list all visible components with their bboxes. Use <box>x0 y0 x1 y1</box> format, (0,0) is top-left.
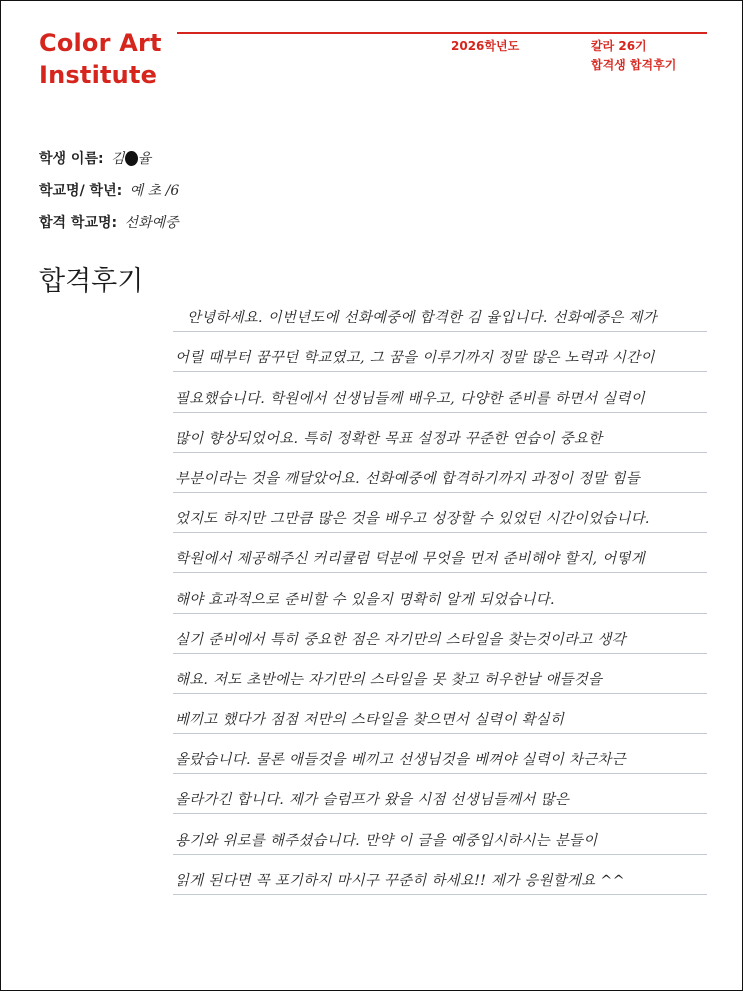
review-line <box>173 814 707 854</box>
review-subtitle: 합격생 합격후기 <box>591 58 677 72</box>
school-label: 학교명/ 학년: <box>39 183 123 199</box>
admitted-school-row <box>39 212 179 244</box>
review-line <box>173 855 707 895</box>
review-line-text: 학원에서 제공해주신 커리큘럼 덕분에 무엇을 먼저 준비해야 할지, 어떻게 <box>175 551 645 568</box>
review-line-text: 었지도 하지만 그만큼 많은 것을 배우고 성장할 수 있었던 시간이었습니다. <box>175 511 650 528</box>
review-line <box>173 533 707 573</box>
review-line <box>173 654 707 694</box>
review-line-text: 어릴 때부터 꿈꾸던 학교였고, 그 꿈을 이루기까지 정말 많은 노력과 시간이 <box>175 350 655 367</box>
admitted-school-label: 합격 학교명: <box>39 215 118 231</box>
review-line-text: 실기 준비에서 특히 중요한 점은 자기만의 스타일을 찾는것이라고 생각 <box>175 631 626 648</box>
student-name-label: 학생 이름: <box>39 151 104 167</box>
school-row <box>39 180 179 212</box>
student-name-row <box>39 148 179 180</box>
review-line-text: 용기와 위로를 해주셨습니다. 만약 이 글을 예중입시하시는 분들이 <box>175 832 598 849</box>
review-line <box>173 292 707 332</box>
header-divider <box>177 32 707 34</box>
section-title: 합격후기 <box>39 266 144 297</box>
logo-line-1: Color Art <box>39 29 162 57</box>
review-line <box>173 413 707 453</box>
student-name-value <box>111 151 151 167</box>
logo-line-2: Institute <box>39 61 158 89</box>
review-line-text: 해요. 저도 초반에는 자기만의 스타일을 못 찾고 허우한날 애들것을 <box>175 671 603 688</box>
handwritten-review <box>173 292 707 895</box>
student-name-start: 김 <box>111 151 125 167</box>
review-line <box>173 332 707 372</box>
review-line-text: 베끼고 했다가 점점 저만의 스타일을 찾으면서 실력이 확실히 <box>175 712 565 729</box>
cohort-label: 칼라 26기 <box>591 39 647 53</box>
admitted-school-value: 선화예중 <box>124 215 179 231</box>
review-line <box>173 734 707 774</box>
review-line-text: 읽게 된다면 꼭 포기하지 마시구 꾸준히 하세요!! 제가 응원할게요 ^^ <box>175 872 625 889</box>
review-line-text: 올라가긴 합니다. 제가 슬럼프가 왔을 시점 선생님들께서 많은 <box>175 792 570 809</box>
review-line <box>173 493 707 533</box>
student-name-end: 율 <box>137 151 152 167</box>
review-line-text: 올랐습니다. 물론 애들것을 베끼고 선생님것을 베껴야 실력이 차근차근 <box>175 752 626 769</box>
review-line-text: 필요했습니다. 학원에서 선생님들께 배우고, 다양한 준비를 하면서 실력이 <box>175 390 645 407</box>
review-line <box>173 573 707 613</box>
school-value: 예 초 /6 <box>129 183 180 199</box>
review-line-text: 부분이라는 것을 깨달았어요. 선화예중에 합격하기까지 과정이 정말 힘들 <box>175 470 641 487</box>
redaction-mark <box>125 151 138 166</box>
review-line <box>173 372 707 412</box>
review-line-text: 안녕하세요. 이번년도에 선화예중에 합격한 김 율입니다. 선화예중은 제가 <box>187 310 657 327</box>
academic-year: 2026학년도 <box>451 39 520 53</box>
review-line <box>173 694 707 734</box>
cohort-block <box>591 37 676 75</box>
review-line-text: 해야 효과적으로 준비할 수 있을지 명확히 알게 되었습니다. <box>175 591 555 608</box>
student-info <box>39 148 179 244</box>
review-line-text: 많이 향상되었어요. 특히 정확한 목표 설정과 꾸준한 연습이 중요한 <box>175 430 603 447</box>
review-line <box>173 453 707 493</box>
institute-logo <box>39 27 162 91</box>
review-line <box>173 614 707 654</box>
review-line <box>173 774 707 814</box>
